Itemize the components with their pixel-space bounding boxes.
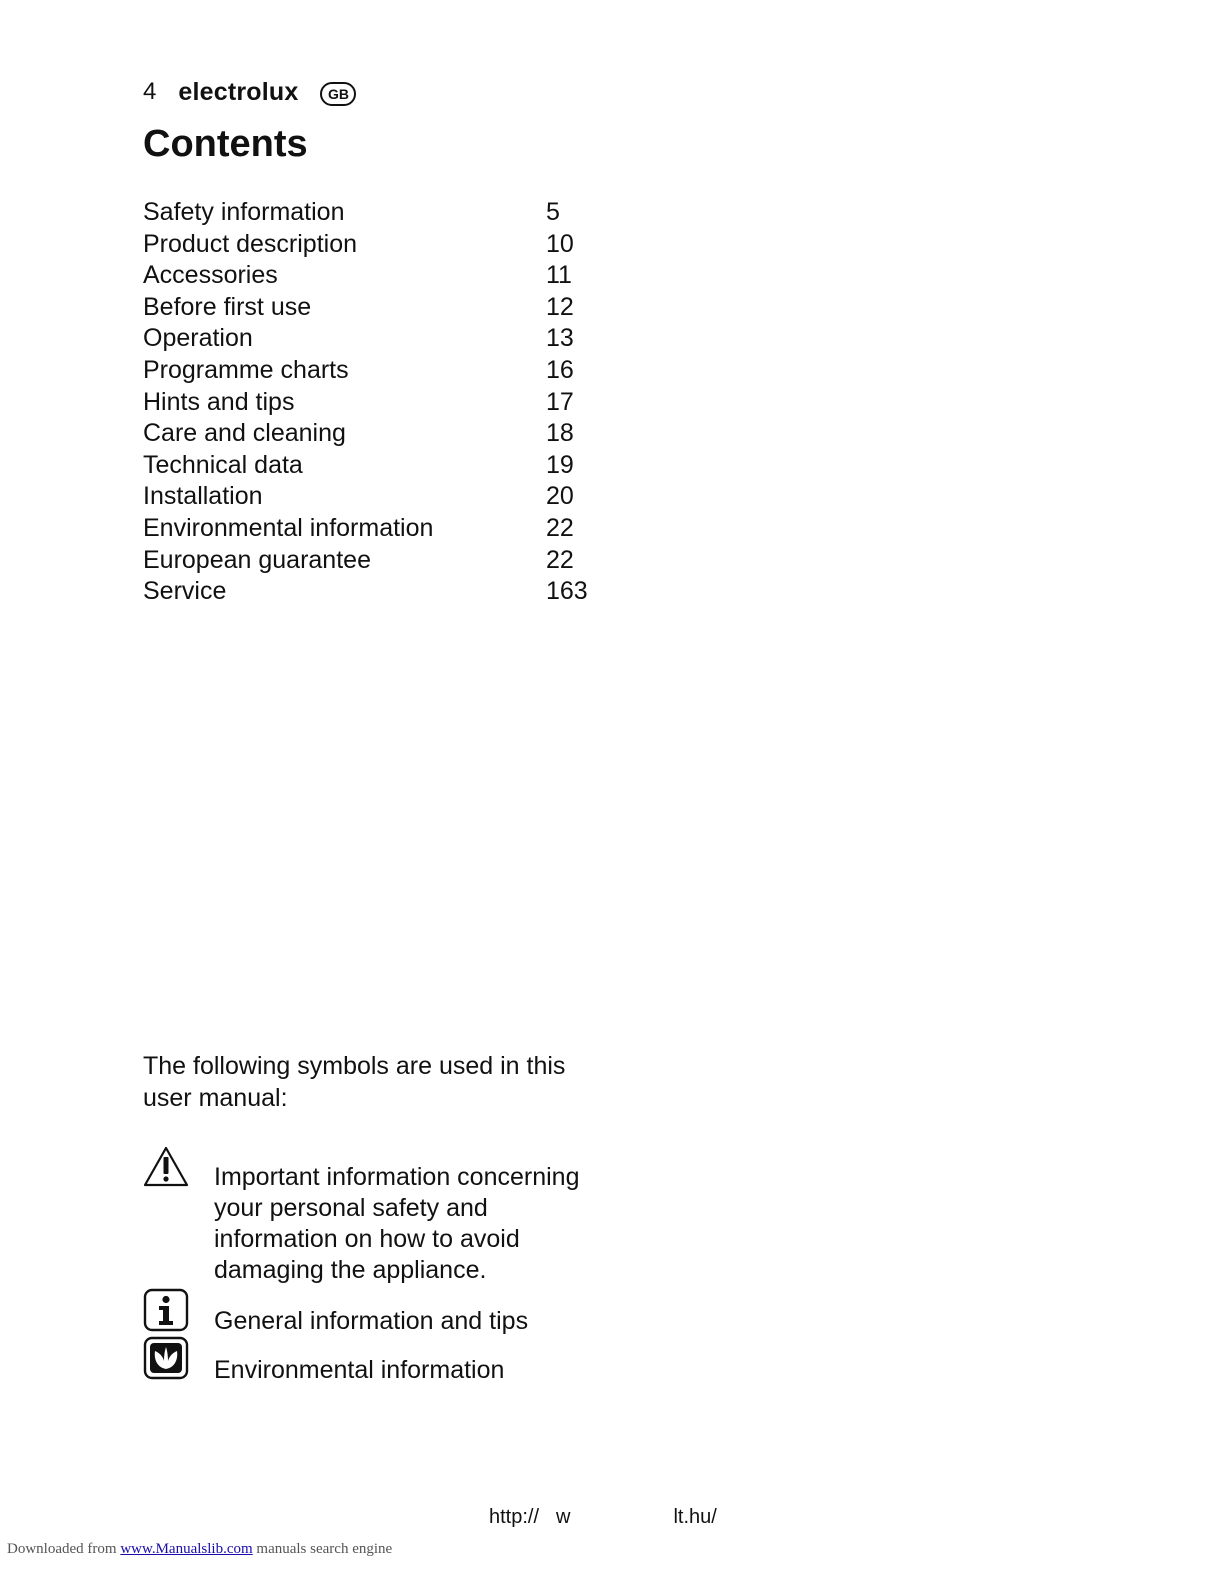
toc-entry-page: 20 bbox=[546, 482, 574, 511]
symbol-info-line: General information and tips bbox=[214, 1307, 529, 1335]
footer-url-part: w bbox=[556, 1506, 571, 1528]
toc-entry-title: Environmental information bbox=[143, 513, 434, 542]
symbols-intro bbox=[143, 1050, 613, 1114]
toc-entry bbox=[143, 323, 613, 355]
manualslib-link[interactable]: www.Manualslib.com bbox=[120, 1541, 253, 1557]
toc-entry-page: 18 bbox=[546, 419, 574, 448]
info-icon bbox=[143, 1288, 189, 1332]
toc-entry-title: Before first use bbox=[143, 292, 312, 321]
download-notice-suffix: manuals search engine bbox=[256, 1541, 393, 1557]
symbol-warning-text bbox=[214, 1162, 634, 1286]
warning-triangle-icon bbox=[143, 1145, 189, 1189]
toc-entry-title: Operation bbox=[143, 324, 253, 353]
toc-entry-page: 11 bbox=[546, 261, 572, 290]
toc-entry-title: Service bbox=[143, 577, 227, 606]
toc-entry-title: Programme charts bbox=[143, 355, 349, 384]
toc-entry bbox=[143, 229, 613, 261]
toc-entry-page: 17 bbox=[546, 387, 574, 416]
toc-entry-title: Hints and tips bbox=[143, 387, 295, 416]
footer-url bbox=[489, 1506, 717, 1529]
toc-entry bbox=[143, 418, 613, 450]
toc-entry bbox=[143, 197, 613, 229]
toc-entry-page: 10 bbox=[546, 229, 574, 258]
toc-entry-title: Accessories bbox=[143, 261, 278, 290]
toc-entry bbox=[143, 513, 613, 545]
toc-entry-title: Safety information bbox=[143, 198, 345, 226]
brand-logo-text: electrolux bbox=[178, 77, 299, 106]
toc-entry-page: 12 bbox=[546, 292, 574, 321]
toc-entry-page: 16 bbox=[546, 355, 574, 384]
symbol-environment-text bbox=[214, 1355, 634, 1386]
country-code-badge: GB bbox=[320, 82, 356, 106]
page-number: 4 bbox=[143, 78, 157, 105]
toc-entry-page: 13 bbox=[546, 324, 574, 353]
toc-entry-page: 5 bbox=[546, 198, 560, 226]
download-notice-prefix: Downloaded from bbox=[7, 1541, 117, 1557]
toc-entry-title: Care and cleaning bbox=[143, 419, 346, 448]
toc-entry-title: Installation bbox=[143, 482, 263, 511]
environment-icon bbox=[143, 1336, 189, 1380]
toc-entry-page: 22 bbox=[546, 513, 574, 542]
toc-entry bbox=[143, 260, 613, 292]
toc-entry bbox=[143, 387, 613, 419]
page-title: Contents bbox=[143, 123, 308, 165]
symbol-info-text bbox=[214, 1306, 634, 1337]
symbol-warning-line: information on how to avoid bbox=[214, 1225, 520, 1253]
symbols-intro-line-1: The following symbols are used in this bbox=[143, 1052, 566, 1080]
page-header bbox=[143, 74, 356, 110]
toc-entry-title: Technical data bbox=[143, 450, 303, 479]
toc-entry bbox=[143, 292, 613, 324]
symbol-warning-line: damaging the appliance. bbox=[214, 1256, 487, 1284]
symbol-warning-line: your personal safety and bbox=[214, 1194, 488, 1222]
toc-entry bbox=[143, 481, 613, 513]
toc-entry-title: Product description bbox=[143, 229, 358, 258]
toc-entry-title: European guarantee bbox=[143, 545, 371, 574]
toc-entry bbox=[143, 355, 613, 387]
footer-url-part: lt.hu/ bbox=[673, 1506, 717, 1528]
toc-entry-page: 19 bbox=[546, 450, 574, 479]
download-notice bbox=[7, 1541, 392, 1558]
symbol-environment-line: Environmental information bbox=[214, 1356, 505, 1384]
toc-entry bbox=[143, 545, 613, 577]
toc-entry bbox=[143, 450, 613, 482]
footer-url-part: http:// bbox=[489, 1506, 540, 1528]
toc-entry-page: 163 bbox=[546, 577, 588, 606]
toc-entry-page: 22 bbox=[546, 545, 574, 574]
symbol-warning-line: Important information concerning bbox=[214, 1163, 580, 1191]
table-of-contents bbox=[143, 197, 613, 608]
toc-entry bbox=[143, 576, 613, 608]
symbols-intro-line-2: user manual: bbox=[143, 1084, 288, 1112]
